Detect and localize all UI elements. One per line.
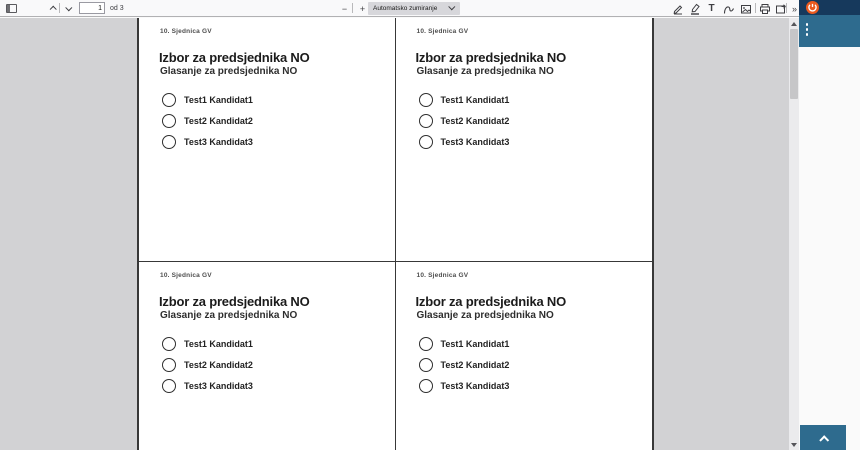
candidate-label: Test3 Kandidat3 — [184, 136, 253, 147]
ballot-quadrant-top-right — [396, 18, 653, 262]
radio-button[interactable] — [419, 358, 433, 372]
candidate-row — [162, 131, 253, 152]
candidate-label: Test3 Kandidat3 — [440, 380, 510, 391]
freetext-tool-button[interactable]: T — [708, 3, 715, 14]
candidate-row — [162, 110, 253, 131]
chevron-down-icon — [65, 4, 72, 11]
draw-tool-button[interactable] — [722, 2, 735, 15]
session-label: 10. Sjednica GV — [416, 28, 469, 35]
pdf-page — [137, 18, 654, 450]
radio-button[interactable] — [419, 379, 433, 393]
radio-button[interactable] — [419, 337, 433, 351]
radio-button[interactable] — [419, 135, 433, 149]
kebab-dot — [806, 28, 809, 31]
scroll-down-button[interactable] — [789, 439, 799, 450]
ballot-subtitle: Glasanje za predsjednika NO — [160, 66, 298, 77]
candidate-label: Test1 Kandidat1 — [184, 94, 253, 105]
candidate-label: Test3 Kandidat3 — [440, 136, 510, 147]
candidate-row — [419, 333, 510, 354]
candidate-row — [162, 89, 253, 110]
host-header-bar — [799, 0, 860, 15]
candidate-row — [419, 89, 510, 110]
toggle-sidebar-button[interactable] — [5, 2, 18, 15]
candidate-label: Test3 Kandidat3 — [184, 380, 253, 391]
highlighter-icon — [689, 3, 701, 15]
next-page-button[interactable] — [63, 2, 76, 15]
chevron-down-icon — [448, 3, 455, 10]
previous-page-button[interactable] — [46, 2, 59, 15]
toolbar-separator — [352, 3, 353, 13]
ballot-quadrant-bottom-right — [396, 262, 653, 450]
chevron-up-icon — [819, 435, 829, 445]
ballot-subtitle: Glasanje za predsjednika NO — [416, 310, 554, 321]
candidate-label: Test2 Kandidat2 — [184, 115, 253, 126]
image-tool-button[interactable] — [739, 2, 752, 15]
zoom-mode-select[interactable] — [368, 2, 460, 15]
app-logo[interactable] — [806, 1, 819, 14]
more-tools-button[interactable]: » — [791, 3, 797, 14]
session-label: 10. Sjednica GV — [416, 272, 469, 279]
candidate-row — [419, 110, 510, 131]
ballot-subtitle: Glasanje za predsjednika NO — [416, 66, 554, 77]
candidate-row — [162, 333, 253, 354]
printer-icon — [759, 3, 771, 15]
candidate-label: Test1 Kandidat1 — [184, 338, 253, 349]
candidate-label: Test1 Kandidat1 — [440, 94, 510, 105]
signature-tool-button[interactable] — [671, 2, 684, 15]
zoom-in-button[interactable]: + — [359, 3, 366, 14]
kebab-dot — [806, 23, 809, 26]
chevron-up-icon — [50, 6, 57, 13]
ballot-title: Izbor za predsjednika NO — [415, 50, 567, 65]
scroll-up-button[interactable] — [789, 18, 799, 29]
radio-button[interactable] — [419, 114, 433, 128]
toolbar-separator — [59, 3, 60, 13]
signature-icon — [672, 3, 684, 15]
scrollbar-thumb[interactable] — [790, 29, 798, 99]
ballot-quadrant-bottom-left — [139, 262, 396, 450]
triangle-up-icon — [791, 22, 797, 26]
image-icon — [740, 3, 752, 15]
highlight-tool-button[interactable] — [688, 2, 701, 15]
print-button[interactable] — [758, 2, 771, 15]
ballot-title: Izbor za predsjednika NO — [415, 294, 567, 309]
kebab-dot — [806, 33, 809, 36]
zoom-mode-value: Automatsko zumiranje — [373, 5, 438, 12]
triangle-down-icon — [791, 443, 797, 447]
page-count-label: od 3 — [110, 5, 124, 12]
host-right-panel — [799, 0, 860, 450]
candidate-label: Test2 Kandidat2 — [184, 359, 253, 370]
sidebar-toggle-icon — [6, 4, 17, 13]
radio-button[interactable] — [162, 135, 176, 149]
radio-button[interactable] — [162, 358, 176, 372]
zoom-out-button[interactable]: − — [341, 3, 348, 14]
host-menu-bar — [799, 15, 860, 47]
candidate-label: Test2 Kandidat2 — [440, 115, 510, 126]
toolbar-separator — [786, 3, 787, 13]
scroll-to-top-button[interactable] — [800, 425, 846, 450]
pdf-toolbar — [0, 0, 799, 17]
radio-button[interactable] — [162, 93, 176, 107]
kebab-menu-button[interactable] — [805, 23, 809, 36]
radio-button[interactable] — [162, 379, 176, 393]
candidate-list — [419, 333, 510, 396]
ballot-title: Izbor za predsjednika NO — [159, 50, 310, 65]
candidate-row — [419, 375, 510, 396]
vertical-scrollbar[interactable] — [789, 18, 799, 450]
ballot-title: Izbor za predsjednika NO — [159, 294, 310, 309]
candidate-label: Test1 Kandidat1 — [440, 338, 510, 349]
candidate-list — [162, 89, 253, 152]
pen-icon — [723, 3, 735, 15]
session-label: 10. Sjednica GV — [160, 28, 212, 35]
page-number-input[interactable] — [79, 2, 105, 14]
candidate-list — [419, 89, 510, 152]
pdf-viewer-area — [0, 18, 789, 450]
candidate-row — [419, 131, 510, 152]
ballot-subtitle: Glasanje za predsjednika NO — [160, 310, 298, 321]
radio-button[interactable] — [162, 337, 176, 351]
download-icon — [775, 3, 787, 15]
radio-button[interactable] — [419, 93, 433, 107]
candidate-row — [162, 354, 253, 375]
candidate-list — [162, 333, 253, 396]
session-label: 10. Sjednica GV — [160, 272, 212, 279]
candidate-row — [419, 354, 510, 375]
candidate-row — [162, 375, 253, 396]
radio-button[interactable] — [162, 114, 176, 128]
candidate-label: Test2 Kandidat2 — [440, 359, 510, 370]
toolbar-separator — [755, 3, 756, 13]
logo-swirl-icon — [808, 3, 817, 12]
ballot-quadrant-top-left — [139, 18, 396, 262]
